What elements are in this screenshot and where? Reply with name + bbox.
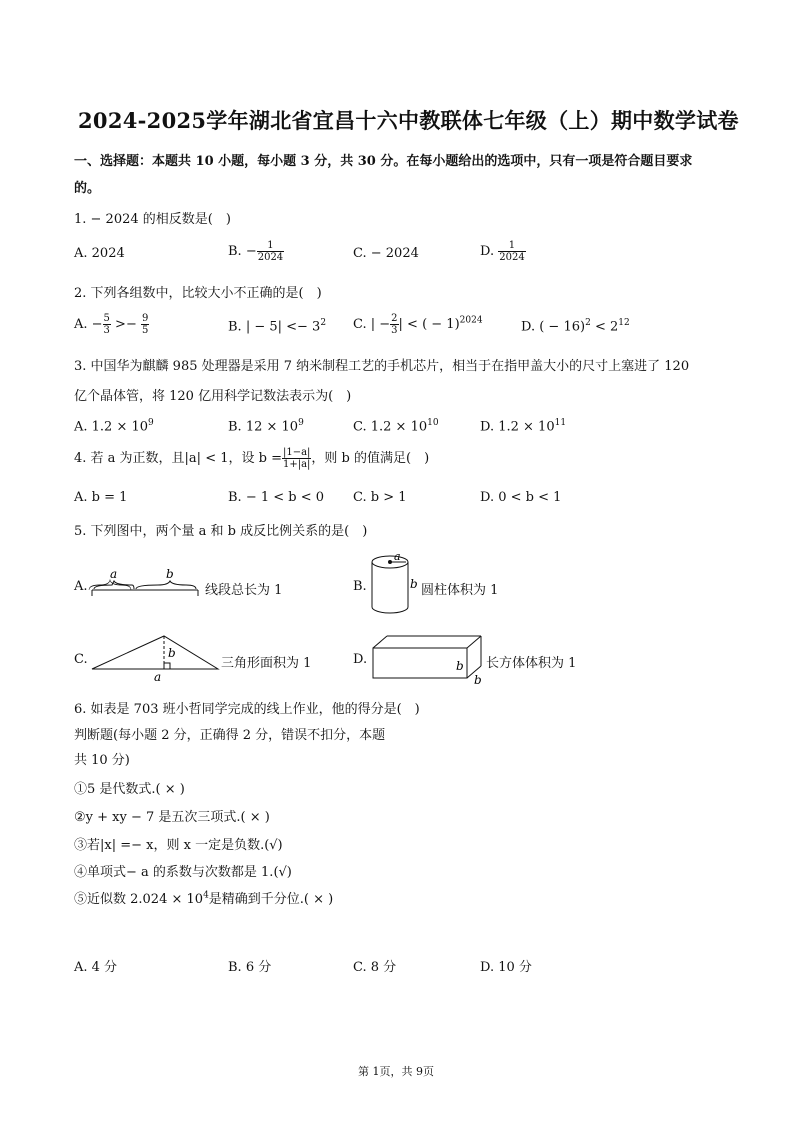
question-5-stem: 5. 下列图中，两个量 a 和 b 成反比例关系的是( ) <box>74 524 368 539</box>
question-3-line1: 3. 中国华为麒麟 985 处理器是采用 7 纳米制程工艺的手机芯片，相当于在指甲盖大小的尺寸上塞进了 120 <box>74 359 690 374</box>
option-text: B. 12 × 10 <box>228 419 299 435</box>
question-6-stem: 6. 如表是 703 班小哲同学完成的线上作业，他的得分是( ) <box>74 702 420 717</box>
question-6-statement-3: ③若|x| =− x，则 x 一定是负数.(√) <box>74 838 283 853</box>
fraction-numerator: 9 <box>141 313 149 324</box>
option-d-mid: < 2 <box>590 319 619 335</box>
question-2-option-a <box>74 313 149 336</box>
question-6-statement-4: ④单项式− a 的系数与次数都是 1.(√) <box>74 865 292 880</box>
exponent: 9 <box>298 418 304 428</box>
question-2-stem: 2. 下列各组数中，比较大小不正确的是( ) <box>74 286 322 301</box>
option-a-prefix: A. − <box>74 317 103 332</box>
question-6-option-b: B. 6 分 <box>228 960 272 975</box>
comparison: >− <box>110 317 141 332</box>
option-text: C. 1.2 × 10 <box>353 419 428 435</box>
question-5-option-b-label: B. <box>353 579 367 594</box>
variable-a: a <box>110 567 118 581</box>
cylinder-figure <box>368 552 418 618</box>
question-4-stem <box>74 447 429 470</box>
exponent: 2 <box>585 318 591 328</box>
fraction-denominator: 3 <box>391 325 398 336</box>
option-c-prefix: C. | − <box>353 317 391 332</box>
question-6-option-a: A. 4 分 <box>74 960 118 975</box>
question-4-option-b: B. − 1 < b < 0 <box>228 490 325 505</box>
page-footer: 第 1页，共 9页 <box>358 1065 434 1078</box>
exponent: 2024 <box>459 315 483 326</box>
question-1-option-c: C. − 2024 <box>353 246 419 261</box>
question-3-option-c <box>353 418 439 434</box>
question-6-statement-1: ①5 是代数式.( × ) <box>74 782 185 797</box>
question-6-option-c: C. 8 分 <box>353 960 397 975</box>
fraction-numerator: 2 <box>391 313 398 324</box>
question-3-option-a <box>74 418 154 434</box>
fraction <box>103 313 111 336</box>
section-heading-line2: 的。 <box>74 181 101 196</box>
fraction-denominator: 1+|a| <box>282 459 311 470</box>
fraction <box>282 447 311 470</box>
question-6-statement-2: ②y + xy − 7 是五次三项式.( × ) <box>74 810 270 825</box>
question-6-option-d: D. 10 分 <box>480 960 532 975</box>
variable-b: b <box>168 646 176 660</box>
variable-a: a <box>154 670 162 683</box>
fraction-numerator: 1 <box>498 240 525 252</box>
question-1-option-d <box>480 240 526 263</box>
page-title: 2024-2025学年湖北省宜昌十六中教联体七年级（上）期中数学试卷 <box>78 108 739 133</box>
question-5-option-c-text: 三角形面积为 1 <box>221 656 312 671</box>
question-2-option-d <box>521 318 630 334</box>
exponent: 2 <box>320 318 327 328</box>
exponent: 9 <box>148 418 154 428</box>
question-5-option-a-label: A. <box>74 579 88 594</box>
variable-b: b <box>456 659 464 673</box>
section-heading-line1: 一、选择题：本题共 10 小题，每小题 3 分，共 30 分。在每小题给出的选项中，只有一项是符合题目要求 <box>74 154 693 169</box>
question-1-option-a: A. 2024 <box>74 246 125 261</box>
fraction <box>257 240 284 263</box>
option-text: D. 1.2 × 10 <box>480 419 555 435</box>
statement-text: ⑤近似数 2.024 × 10 <box>74 892 204 907</box>
option-b-text: B. | − 5| <− 3 <box>228 319 321 335</box>
fraction-numerator: |1−a| <box>282 447 311 458</box>
question-4-option-c: C. b > 1 <box>353 490 407 505</box>
exponent: 11 <box>554 418 567 428</box>
fraction-denominator: 2024 <box>499 252 525 263</box>
question-2-option-c <box>353 313 483 336</box>
question-5-option-a-text: 线段总长为 1 <box>205 583 283 598</box>
fraction <box>390 313 398 336</box>
stem-text: 4. 若 a 为正数，且|a| < 1，设 b = <box>74 451 282 466</box>
question-5-option-d-text: 长方体体积为 1 <box>486 656 577 671</box>
fraction-numerator: 5 <box>103 313 110 324</box>
question-5-option-b-text: 圆柱体积为 1 <box>421 583 499 598</box>
question-3-line2: 亿个晶体管，将 120 亿用科学记数法表示为( ) <box>74 389 352 404</box>
variable-b: b <box>166 567 174 581</box>
question-6-intro-line1: 判断题(每小题 2 分，正确得 2 分，错误不扣分，本题 <box>74 728 386 743</box>
question-5-option-d-label: D. <box>353 652 368 667</box>
question-6-intro-line2: 共 10 分) <box>74 753 130 768</box>
variable-b: b <box>410 577 418 591</box>
option-c-rest: | < ( − 1) <box>398 317 460 332</box>
question-4-option-a: A. b = 1 <box>74 490 128 505</box>
fraction-denominator: 5 <box>141 325 149 336</box>
fraction-numerator: 1 <box>257 240 284 252</box>
fraction-denominator: 2024 <box>257 252 284 263</box>
exponent: 12 <box>618 318 630 328</box>
question-1-option-b <box>228 240 284 263</box>
stem-text: ，则 b 的值满足( ) <box>311 451 430 466</box>
option-d-prefix: D. <box>480 244 499 259</box>
question-3-option-d <box>480 418 566 434</box>
question-1-stem: 1. − 2024 的相反数是( ) <box>74 212 231 227</box>
question-2-option-b <box>228 318 326 334</box>
fraction-denominator: 3 <box>103 325 110 336</box>
exponent: 10 <box>427 418 439 428</box>
option-d-text: D. ( − 16) <box>521 319 586 335</box>
variable-a: a <box>394 552 401 563</box>
variable-b: b <box>474 673 482 686</box>
fraction <box>141 313 149 336</box>
segment-figure <box>88 564 204 604</box>
exponent: 4 <box>203 890 209 901</box>
triangle-figure <box>88 633 222 683</box>
question-3-option-b <box>228 418 304 434</box>
fraction <box>498 240 525 263</box>
statement-text: 是精确到千分位.( × ) <box>208 892 334 907</box>
question-6-statement-5 <box>74 888 333 907</box>
option-b-prefix: B. − <box>228 244 257 259</box>
question-4-option-d: D. 0 < b < 1 <box>480 490 562 505</box>
option-text: A. 1.2 × 10 <box>74 419 149 435</box>
cuboid-figure <box>370 632 488 686</box>
question-5-option-c-label: C. <box>74 652 88 667</box>
